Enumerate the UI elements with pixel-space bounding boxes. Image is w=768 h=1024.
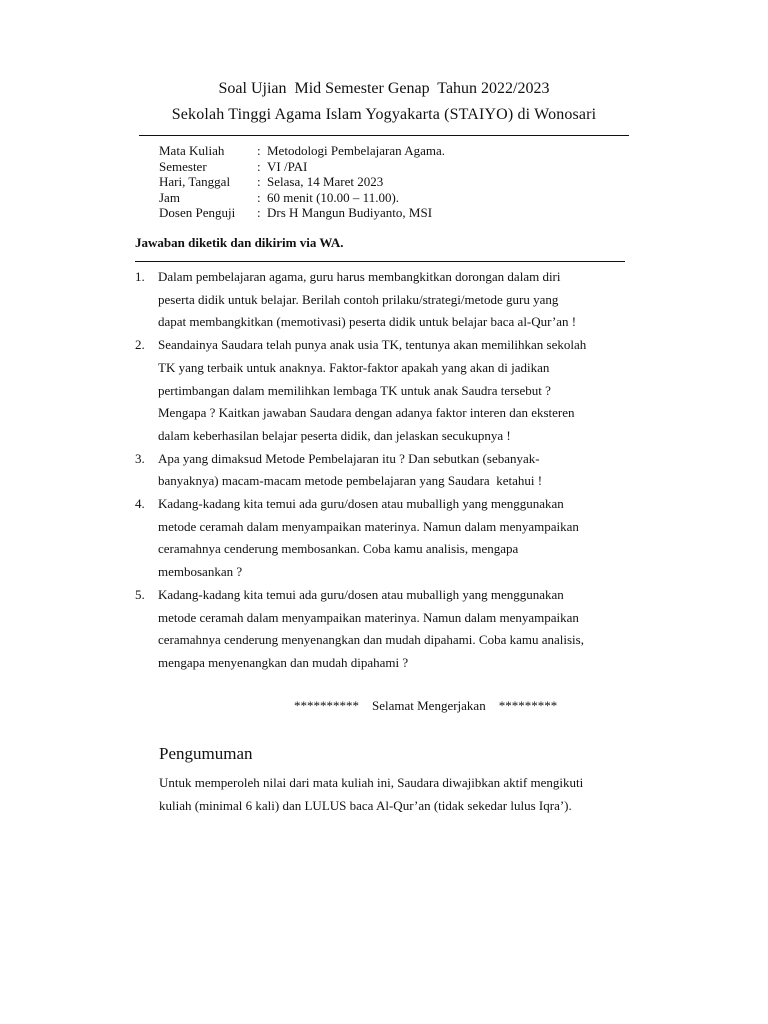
submission-note: Jawaban diketik dan dikirim via WA. bbox=[135, 235, 344, 250]
question-list bbox=[135, 266, 665, 675]
question-line: peserta didik untuk belajar. Berilah contoh prilaku/strategi/metode guru yang bbox=[158, 291, 559, 307]
info-value: VI /PAI bbox=[267, 158, 308, 174]
announcement-heading: Pengumuman bbox=[159, 744, 253, 763]
question-line: Dalam pembelajaran agama, guru harus membangkitkan dorongan dalam diri bbox=[158, 269, 561, 284]
info-value: Selasa, 14 Maret 2023 bbox=[267, 174, 384, 189]
info-separator: : bbox=[257, 158, 261, 174]
question-line: metode ceramah dalam menyampaikan materinya. Namun dalam menyampaikan bbox=[158, 518, 579, 534]
question-line: mengapa menyenangkan dan mudah dipahami ? bbox=[158, 654, 409, 670]
question-line: dapat membangkitkan (memotivasi) peserta didik untuk belajar baca al-Qur’an ! bbox=[158, 314, 577, 330]
question-line: Mengapa ? Kaitkan jawaban Saudara dengan adanya faktor interen dan eksteren bbox=[158, 405, 575, 421]
question-line: Kadang-kadang kita temui ada guru/dosen atau muballigh yang menggunakan bbox=[158, 586, 564, 602]
question-item bbox=[135, 493, 665, 584]
question-line: banyaknya) macam-macam metode pembelajaran yang Saudara ketahui ! bbox=[158, 473, 543, 489]
question-line: ceramahnya cenderung membosankan. Coba kamu analisis, mengapa bbox=[158, 541, 519, 557]
question-item bbox=[135, 448, 665, 493]
announcement-line: kuliah (minimal 6 kali) dan LULUS baca Al-Qur’an (tidak sekedar lulus Iqra’). bbox=[159, 797, 572, 813]
question-number: 3. bbox=[135, 450, 145, 466]
info-separator: : bbox=[257, 174, 261, 189]
info-label: Jam bbox=[159, 189, 180, 205]
question-line: Kadang-kadang kita temui ada guru/dosen atau muballigh yang menggunakan bbox=[158, 496, 564, 512]
info-label: Mata Kuliah bbox=[159, 143, 225, 158]
info-row bbox=[159, 205, 445, 221]
question-line: membosankan ? bbox=[158, 564, 243, 580]
header-divider bbox=[139, 135, 629, 136]
question-text bbox=[158, 334, 658, 448]
note-divider bbox=[135, 261, 625, 262]
question-line: ceramahnya cenderung menyenangkan dan mudah dipahami. Coba kamu analisis, bbox=[158, 632, 584, 648]
exam-title: Soal Ujian Mid Semester Genap Tahun 2022/2023 bbox=[218, 80, 550, 97]
question-item bbox=[135, 334, 665, 448]
question-number: 1. bbox=[135, 269, 145, 284]
question-text bbox=[158, 584, 658, 675]
question-text bbox=[158, 448, 658, 493]
info-separator: : bbox=[257, 205, 261, 220]
question-line: pertimbangan dalam memilihkan lembaga TK untuk anak Saudra tersebut ? bbox=[158, 382, 551, 398]
info-label: Hari, Tanggal bbox=[159, 174, 231, 189]
announcement-text bbox=[159, 772, 659, 817]
exam-info-block bbox=[159, 143, 445, 221]
question-number: 5. bbox=[135, 586, 145, 602]
info-row bbox=[159, 174, 445, 190]
question-line: Apa yang dimaksud Metode Pembelajaran itu ? Dan sebutkan (sebanyak- bbox=[158, 450, 540, 466]
question-line: Seandainya Saudara telah punya anak usia TK, tentunya akan memilihkan sekolah bbox=[158, 337, 587, 353]
announcement-line: Untuk memperoleh nilai dari mata kuliah ini, Saudara diwajibkan aktif mengikuti bbox=[159, 775, 584, 790]
info-row bbox=[159, 159, 445, 175]
question-number: 2. bbox=[135, 337, 145, 353]
info-separator: : bbox=[257, 143, 261, 158]
info-row bbox=[159, 190, 445, 206]
question-line: metode ceramah dalam menyampaikan materinya. Namun dalam menyampaikan bbox=[158, 609, 579, 625]
question-line: dalam keberhasilan belajar peserta didik, dan jelaskan secukupnya ! bbox=[158, 427, 511, 443]
question-number: 4. bbox=[135, 496, 145, 512]
institution-title: Sekolah Tinggi Agama Islam Yogyakarta (STAIYO) di Wonosari bbox=[171, 106, 597, 123]
info-row bbox=[159, 143, 445, 159]
info-value: Drs H Mangun Budiyanto, MSI bbox=[267, 205, 433, 220]
question-text bbox=[158, 266, 658, 334]
info-value: 60 menit (10.00 – 11.00). bbox=[267, 189, 400, 205]
closing-line: ********** Selamat Mengerjakan ********* bbox=[294, 698, 558, 713]
info-label: Semester bbox=[159, 158, 207, 174]
info-value: Metodologi Pembelajaran Agama. bbox=[267, 143, 445, 158]
info-separator: : bbox=[257, 189, 261, 205]
question-item bbox=[135, 584, 665, 675]
info-label: Dosen Penguji bbox=[159, 205, 236, 220]
question-line: TK yang terbaik untuk anaknya. Faktor-faktor apakah yang akan di jadikan bbox=[158, 359, 550, 375]
question-text bbox=[158, 493, 658, 584]
question-item bbox=[135, 266, 665, 334]
